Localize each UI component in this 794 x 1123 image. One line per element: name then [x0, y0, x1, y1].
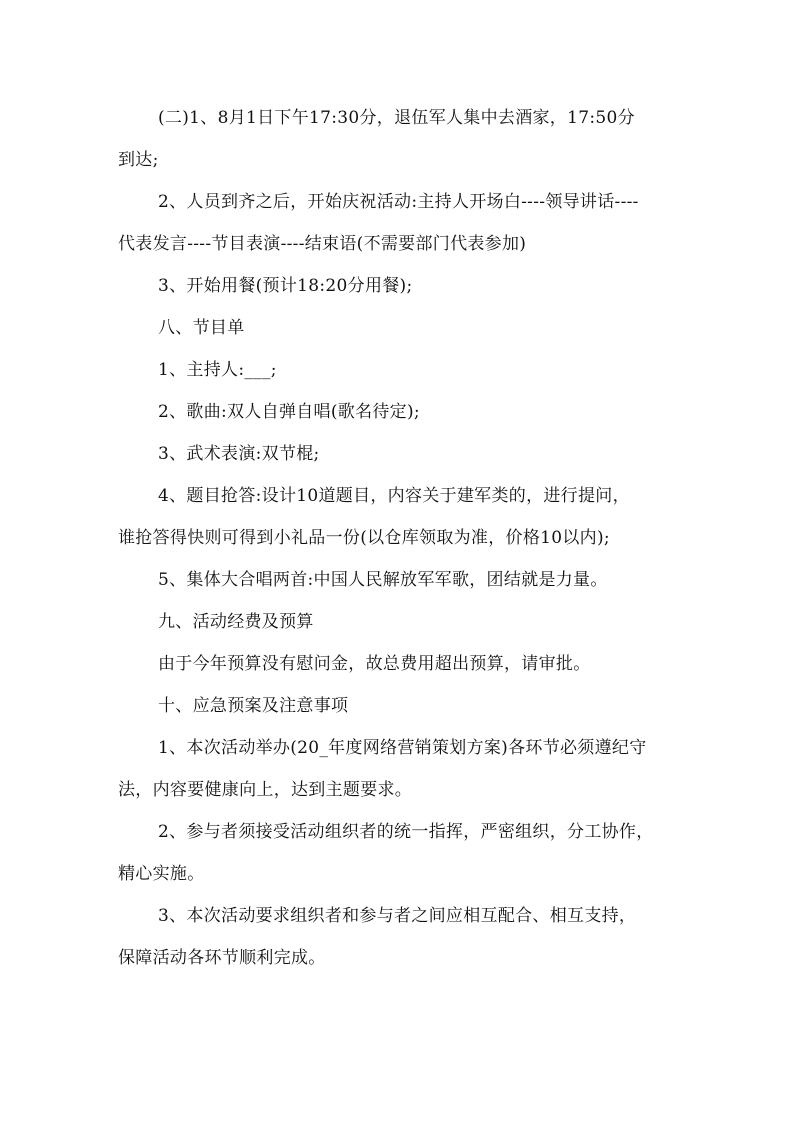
text-line: 5、集体大合唱两首:中国人民解放军军歌，团结就是力量。: [158, 570, 608, 590]
section-heading: 九、活动经费及预算: [158, 612, 314, 632]
text-line: 2、参与者须接受活动组织者的统一指挥，严密组织，分工协作，: [158, 822, 654, 842]
text-line: 3、武术表演:双节棍;: [158, 444, 320, 464]
text-line: 3、本次活动要求组织者和参与者之间应相互配合、相互支持，: [158, 906, 637, 926]
text-line: 2、歌曲:双人自弹自唱(歌名待定);: [158, 402, 420, 422]
text-line: 法，内容要健康向上，达到主题要求。: [118, 780, 413, 800]
text-line: 由于今年预算没有慰问金，故总费用超出预算，请审批。: [158, 654, 591, 674]
text-line: 精心实施。: [118, 864, 205, 884]
text-line: (二)1、8月1日下午17:30分，退伍军人集中去酒家，17:50分: [158, 108, 635, 128]
section-heading: 十、应急预案及注意事项: [158, 696, 349, 716]
text-line: 1、主持人:___;: [158, 360, 277, 380]
text-line: 代表发言----节目表演----结束语(不需要部门代表参加): [118, 234, 527, 254]
text-line: 谁抢答得快则可得到小礼品一份(以仓库领取为准，价格10以内);: [118, 528, 610, 548]
text-line: 3、开始用餐(预计18:20分用餐);: [158, 276, 413, 296]
text-line: 4、题目抢答:设计10道题目，内容关于建军类的，进行提问，: [158, 486, 630, 506]
text-line: 到达;: [118, 150, 159, 170]
section-heading: 八、节目单: [158, 318, 245, 338]
text-line: 1、本次活动举办(20_年度网络营销策划方案)各环节必须遵纪守: [158, 738, 647, 758]
text-line: 保障活动各环节顺利完成。: [118, 948, 326, 968]
text-line: 2、人员到齐之后，开始庆祝活动:主持人开场白----领导讲话----: [158, 192, 639, 212]
